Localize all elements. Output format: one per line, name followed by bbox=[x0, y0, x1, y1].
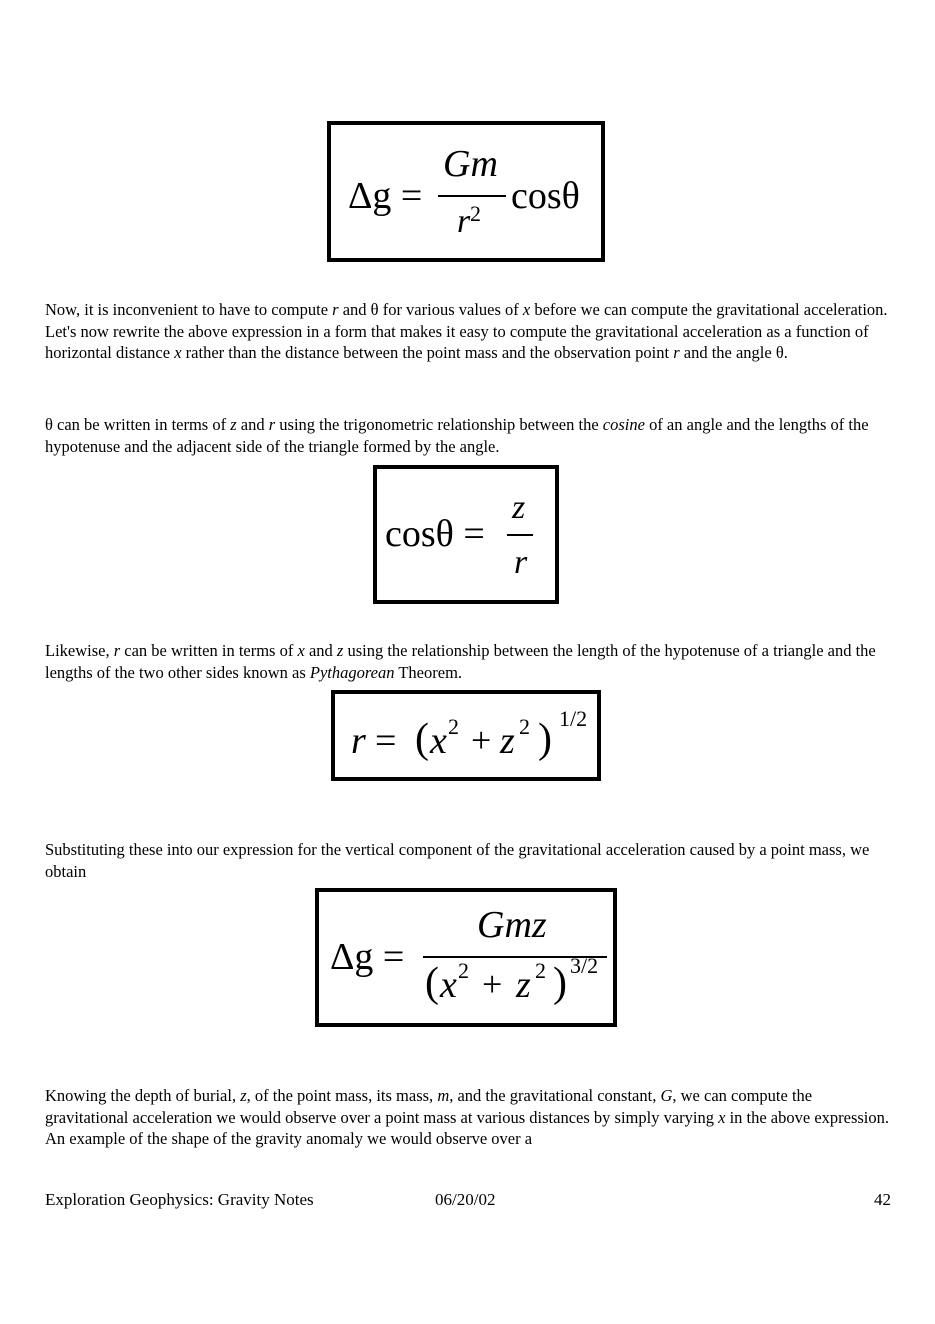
text-run: and bbox=[236, 415, 269, 434]
text-run: r bbox=[268, 415, 276, 434]
text-run: rather than the distance between the point mass and the observation point bbox=[181, 343, 674, 362]
equation-z-exponent: 2 bbox=[535, 958, 546, 983]
text-run: G bbox=[660, 1086, 673, 1105]
equation-denominator: r bbox=[514, 544, 528, 581]
text-run: cosine bbox=[602, 415, 645, 434]
text-run: x bbox=[174, 343, 182, 362]
equation-lhs: Δg = bbox=[330, 936, 405, 978]
equation-z-variable: z bbox=[516, 964, 531, 1006]
fraction-bar bbox=[507, 534, 533, 536]
text-run: can be written in terms of bbox=[120, 641, 298, 660]
equation-z-variable: z bbox=[500, 720, 515, 762]
equation-x-variable: x bbox=[430, 720, 447, 762]
equation-delta-g-final bbox=[315, 888, 617, 1027]
equation-delta-g-cos-theta bbox=[327, 121, 605, 262]
equation-close-paren: ) bbox=[553, 960, 567, 1006]
equation-r-variable: r bbox=[351, 720, 366, 762]
paragraph-pythagorean bbox=[45, 640, 895, 683]
equation-cosine: cosθ bbox=[511, 175, 580, 217]
equation-lhs: cosθ = bbox=[385, 513, 485, 555]
text-run: and bbox=[304, 641, 337, 660]
paragraph-cosine-relationship bbox=[45, 414, 895, 457]
text-run: r bbox=[332, 300, 339, 319]
text-run: Now, it is inconvenient to have to compute bbox=[45, 300, 333, 319]
text-run: using the trigonometric relationship between the bbox=[275, 415, 603, 434]
page-number: 42 bbox=[874, 1190, 891, 1209]
equation-x-variable: x bbox=[440, 964, 457, 1006]
equation-outer-exponent: 1/2 bbox=[559, 706, 588, 731]
text-run: using the relationship between the length of the hypotenuse of a triangle and the lengths of the two other sides known as bbox=[45, 641, 876, 682]
text-run: r bbox=[673, 343, 680, 362]
equation-equals: = bbox=[375, 720, 397, 762]
equation-denominator-exponent: 2 bbox=[470, 201, 481, 226]
text-run: , and the gravitational constant, bbox=[449, 1086, 661, 1105]
text-run: x bbox=[522, 300, 531, 319]
equation-close-paren: ) bbox=[538, 716, 552, 762]
equation-plus: + bbox=[471, 720, 492, 760]
text-run: Knowing the depth of burial, bbox=[45, 1086, 241, 1105]
equation-numerator: Gmz bbox=[477, 904, 547, 946]
footer-title: Exploration Geophysics: Gravity Notes bbox=[45, 1190, 314, 1209]
text-run: x bbox=[718, 1107, 726, 1127]
paragraph-compute-r-theta bbox=[45, 299, 895, 364]
text-run: θ can be written in terms of bbox=[45, 415, 231, 434]
text-run: and the angle θ. bbox=[679, 343, 788, 362]
equation-r-pythagorean bbox=[331, 690, 601, 781]
text-run: of an angle and the lengths of the hypotenuse and the adjacent side of the triangle formed by the angle. bbox=[45, 415, 869, 456]
equation-numerator: z bbox=[512, 489, 526, 526]
text-run: before we can compute the gravitational acceleration. Let's now rewrite the above expression in a form that makes it easy to compute the gravitational acceleration as a function of horizontal distance bbox=[45, 300, 888, 362]
fraction-bar bbox=[438, 195, 506, 197]
footer-date: 06/20/02 bbox=[435, 1190, 496, 1209]
equation-open-paren: ( bbox=[415, 716, 429, 762]
text-run: m bbox=[437, 1086, 450, 1105]
text-run: Likewise, bbox=[45, 641, 114, 660]
paragraph-substituting bbox=[45, 839, 895, 882]
equation-x-exponent: 2 bbox=[448, 714, 459, 739]
text-run: , of the point mass, its mass, bbox=[246, 1086, 438, 1105]
text-run: z bbox=[336, 641, 344, 660]
equation-lhs: Δg = bbox=[348, 175, 423, 217]
text-run: Substituting these into our expression for the vertical component of the gravitational acceleration caused by a point mass, we obtain bbox=[45, 840, 870, 881]
text-run: and θ for various values of bbox=[338, 300, 523, 319]
text-run: , we can compute the gravitational acceleration we would observe over a point mass at various distances by simply varying bbox=[45, 1086, 813, 1127]
equation-numerator: Gm bbox=[443, 143, 498, 185]
text-run: Pythagorean bbox=[309, 662, 395, 682]
text-run: in the above expression. An example of the shape of the gravity anomaly we would observe over a bbox=[45, 1107, 890, 1148]
equation-denominator-base: r bbox=[457, 203, 471, 240]
text-run: x bbox=[297, 641, 305, 660]
text-run: z bbox=[240, 1086, 247, 1105]
equation-x-exponent: 2 bbox=[458, 958, 469, 983]
equation-plus: + bbox=[482, 964, 503, 1004]
text-run: Theorem. bbox=[394, 662, 463, 682]
paragraph-knowing-depth bbox=[45, 1085, 895, 1150]
equation-z-exponent: 2 bbox=[519, 714, 530, 739]
equation-open-paren: ( bbox=[425, 960, 439, 1006]
text-run: z bbox=[230, 415, 237, 434]
equation-cos-theta-z-over-r bbox=[373, 465, 559, 604]
equation-outer-exponent: 3/2 bbox=[570, 953, 599, 978]
text-run: r bbox=[113, 641, 121, 660]
